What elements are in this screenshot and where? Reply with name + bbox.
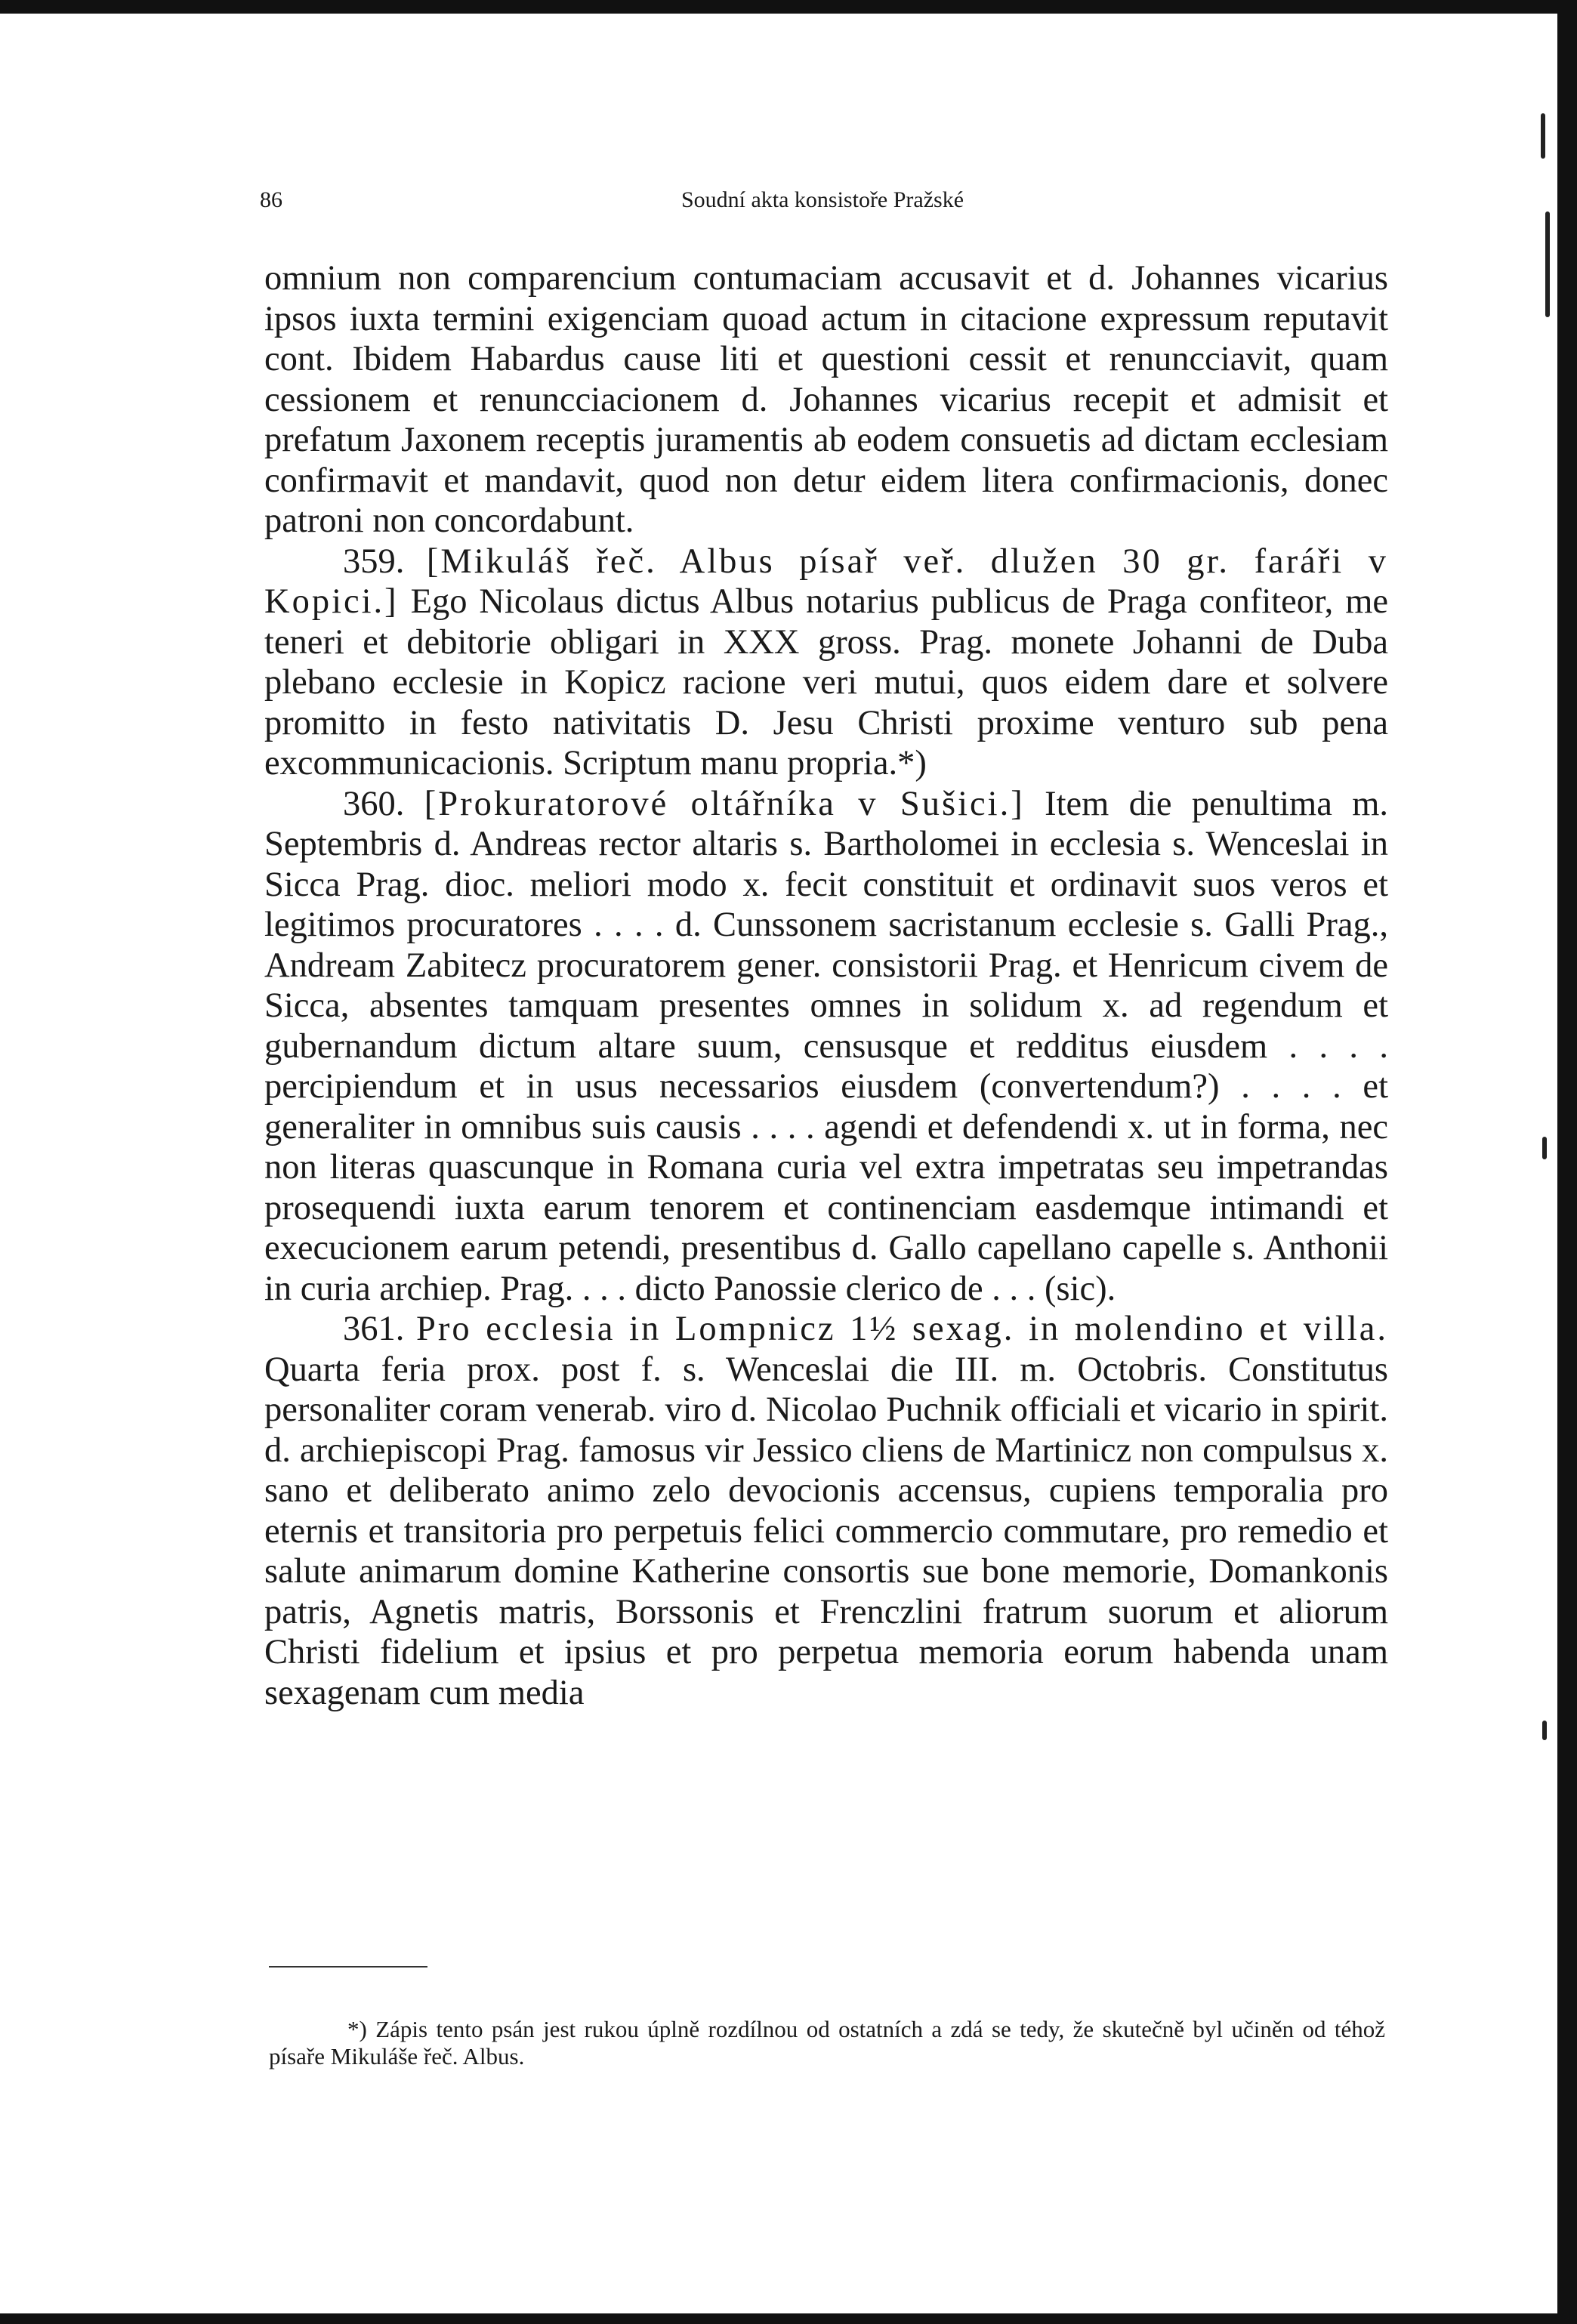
entry-361 (264, 1309, 1388, 1713)
running-title: Soudní akta konsistoře Pražské (680, 187, 964, 212)
page-number: 86 (260, 187, 282, 212)
entry-360 (264, 784, 1388, 1310)
entry-heading: [Prokuratorové oltářníka v Sušici.] (424, 784, 1025, 823)
scan-right-border (1557, 0, 1577, 2324)
scan-top-border (0, 0, 1577, 14)
edge-mark (1542, 1137, 1547, 1159)
entry-number: 360. (343, 784, 405, 823)
page-header (260, 187, 1385, 218)
footnote-divider (269, 1966, 427, 1968)
entry-number: 361. (343, 1310, 405, 1348)
entry-text: Item die penultima m. Septembris d. Andreas rector altaris s. Bartholomei in ecclesia s. Wenceslai in Sicca Prag. dioc. meliori modo x. fecit constituit et ordinavit suos veros et legitimos procuratores . . . . d. Cunssonem sacristanum ecclesie s. Galli Prag., Andream Zabitecz procuratorem gener. consistorii Prag. et Henricum civem de Sicca, absentes tamquam presentes omnes in solidum x. ad regendum et gubernandum dictum altare suum, censusque et redditus eiusdem . . . . percipiendum et in usus necessarios eiusdem (convertendum?) . . . . et generaliter in omnibus suis causis . . . . agendi et defendendi x. ut in forma, nec non literas quascunque in Romana curia vel extra impetratas seu impetrandas prosequendi iuxta earum tenorem et continenciam easdemque intimandi et execucionem earum petendi, presentibus d. Gallo capellano capelle s. Anthonii in curia archiep. Prag. . . . dicto Panossie clerico de . . . (sic). (264, 784, 1389, 1308)
body-text (264, 258, 1388, 1713)
edge-mark (1542, 1721, 1547, 1740)
scan-bottom-border (0, 2313, 1577, 2324)
continuation-paragraph: omnium non comparencium contumaciam accusavit et d. Johannes vicarius ipsos iuxta termini exigenciam quoad actum in citacione expressum reputavit cont. Ibidem Habardus cause liti et questioni cessit et renuncciavit, quam cessionem et renuncciacionem d. Johannes vicarius recepit et admisit et prefatum Jaxonem receptis juramentis ab eodem consuetis ad dictam ecclesiam confirmavit et mandavit, quod non detur eidem litera confirmacionis, donec patroni non concordabunt. (264, 259, 1388, 540)
edge-mark (1541, 113, 1545, 159)
edge-mark (1545, 211, 1550, 317)
footnote: *) Zápis tento psán jest rukou úplně rozdílnou od ostatních a zdá se tedy, že skutečně byl učiněn od téhož písaře Mikuláše řeč. Albus. (269, 2016, 1385, 2069)
entry-heading: Pro ecclesia in Lompnicz 1½ sexag. in molendino et villa. (416, 1310, 1388, 1348)
entry-text: Ego Nicolaus dictus Albus notarius publicus de Praga confiteor, me teneri et debitorie obligari in XXX gross. Prag. monete Johanni de Duba plebano ecclesie in Kopicz racione veri mutui, quos eidem dare et solvere promitto in festo nativitatis D. Jesu Christi proxime venturo sub pena excommunicacionis. Scriptum manu propria.*) (264, 582, 1389, 782)
entry-number: 359. (343, 542, 405, 581)
entry-heading: [Mikuláš řeč. Albus písař veř. dlužen 30 gr. faráři v Kopici.] (264, 542, 1388, 621)
entry-359 (264, 542, 1388, 784)
entry-text: Quarta feria prox. post f. s. Wenceslai die III. m. Octobris. Constitutus personaliter coram venerab. viro d. Nicolao Puchnik officiali et vicario in spirit. d. archiepiscopi Prag. famosus vir Jessico cliens de Martinicz non compulsus x. sano et deliberato animo zelo devocionis accensus, cupiens temporalia pro eternis et transitoria pro perpetuis felici commercio commutare, pro remedio et salute animarum domine Katherine consortis sue bone memorie, Domankonis patris, Agnetis matris, Borssonis et Frenczlini fratrum suorum et aliorum Christi fidelium et ipsius et pro perpetua memoria eorum habenda unam sexagenam cum media (264, 1350, 1388, 1712)
